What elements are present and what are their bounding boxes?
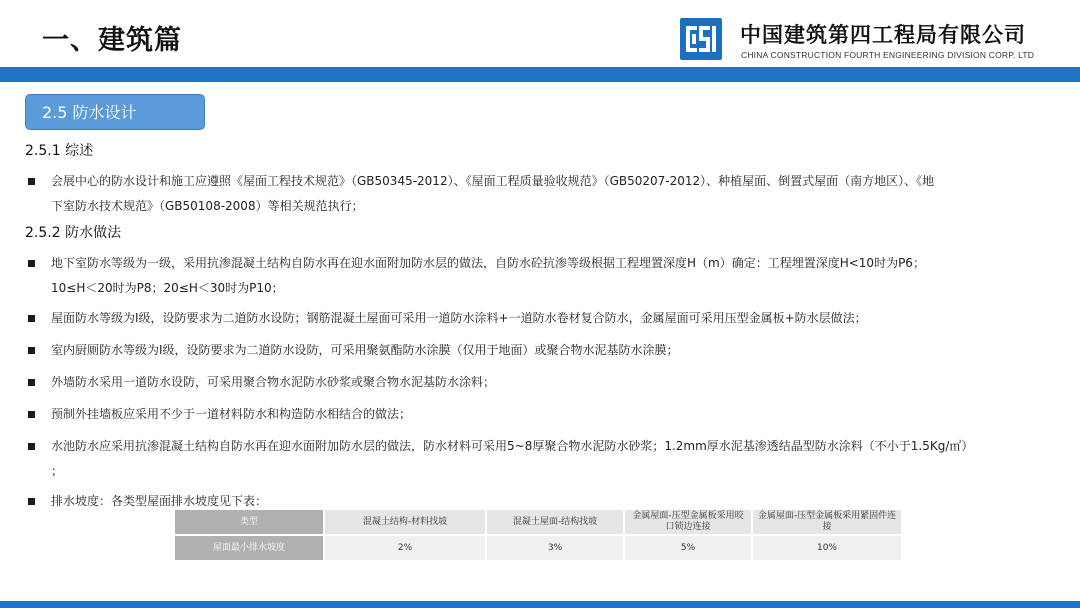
table-cell: 5%	[625, 536, 751, 560]
table-header-cell: 混凝土屋面-结构找坡	[487, 510, 623, 534]
paragraph-line: ；	[51, 464, 64, 478]
section-tag: 2.5 防水设计	[25, 94, 205, 130]
company-name-cn: 中国建筑第四工程局有限公司	[740, 23, 1026, 47]
drainage-slope-table	[173, 508, 903, 562]
table-header-cell: 金属屋面-压型金属板采用紧固件连接	[753, 510, 901, 534]
bullet-marker	[28, 315, 35, 322]
bullet-marker	[28, 347, 35, 354]
bullet-marker	[28, 379, 35, 386]
company-name-en: CHINA CONSTRUCTION FOURTH ENGINEERING DIVISION CORP. LTD	[741, 50, 1035, 60]
table-header-cell: 金属屋面-压型金属板采用咬口锁边连接	[625, 510, 751, 534]
paragraph-line: 水池防水应采用抗渗混凝土结构自防水再在迎水面附加防水层的做法，防水材料可采用5~8厚聚合物水泥防水砂浆；1.2mm厚水泥基渗透结晶型防水涂料（不小于1.5Kg/㎡）	[51, 439, 974, 453]
paragraph-line: 下室防水技术规范》（GB50108-2008）等相关规范执行；	[51, 199, 364, 213]
table-cell: 3%	[487, 536, 623, 560]
footer-bar	[0, 601, 1080, 608]
table-header-cell: 混凝土结构-材料找坡	[325, 510, 485, 534]
paragraph-basement	[51, 251, 1056, 301]
paragraph-exterior-wall: 外墙防水采用一道防水设防，可采用聚合物水泥防水砂浆或聚合物水泥基防水涂料；	[51, 375, 496, 389]
sub-heading-methods: 2.5.2 防水做法	[25, 225, 122, 241]
bullet-marker	[28, 178, 35, 185]
paragraph-line: 地下室防水等级为一级，采用抗渗混凝土结构自防水再在迎水面附加防水层的做法，自防水砼抗渗等级根据工程埋置深度H（m）确定：工程埋置深度H<10时为P6；	[51, 256, 925, 270]
paragraph-standards	[51, 169, 1056, 219]
bullet-marker	[28, 260, 35, 267]
paragraph-line: 会展中心的防水设计和施工应遵照《屋面工程技术规范》（GB50345-2012）、《屋面工程质量验收规范》（GB50207-2012）、种植屋面、倒置式屋面（南方地区）、《地	[51, 174, 935, 188]
paragraph-kitchen-toilet: 室内厨厕防水等级为I级，设防要求为二道防水设防，可采用聚氨酯防水涂膜（仅用于地面）或聚合物水泥基防水涂膜；	[51, 343, 679, 357]
paragraph-precast-panel: 预制外挂墙板应采用不少于一道材料防水和构造防水相结合的做法；	[51, 407, 412, 421]
sub-heading-overview: 2.5.1 综述	[25, 143, 94, 159]
paragraph-pool	[51, 434, 1056, 484]
paragraph-roof: 屋面防水等级为I级，设防要求为二道防水设防；钢筋混凝土屋面可采用一道防水涂料+一道防水卷材复合防水，金属屋面可采用压型金属板+防水层做法；	[51, 311, 867, 325]
table-cell: 2%	[325, 536, 485, 560]
bullet-marker	[28, 498, 35, 505]
bullet-marker	[28, 443, 35, 450]
table-row	[175, 536, 901, 560]
cscec-logo-icon	[680, 18, 722, 60]
page-title: 一、建筑篇	[42, 25, 182, 56]
table-header-cell: 类型	[175, 510, 323, 534]
paragraph-line: 10≤H＜20时为P8；20≤H＜30时为P10；	[51, 281, 284, 295]
paragraph-drainage: 排水坡度：各类型屋面排水坡度见下表：	[51, 494, 268, 508]
company-logo	[680, 18, 722, 60]
table-cell: 10%	[753, 536, 901, 560]
header-divider-bar	[0, 67, 1080, 82]
table-row-label: 屋面最小排水坡度	[175, 536, 323, 560]
bullet-marker	[28, 411, 35, 418]
table-header-row	[175, 510, 901, 534]
